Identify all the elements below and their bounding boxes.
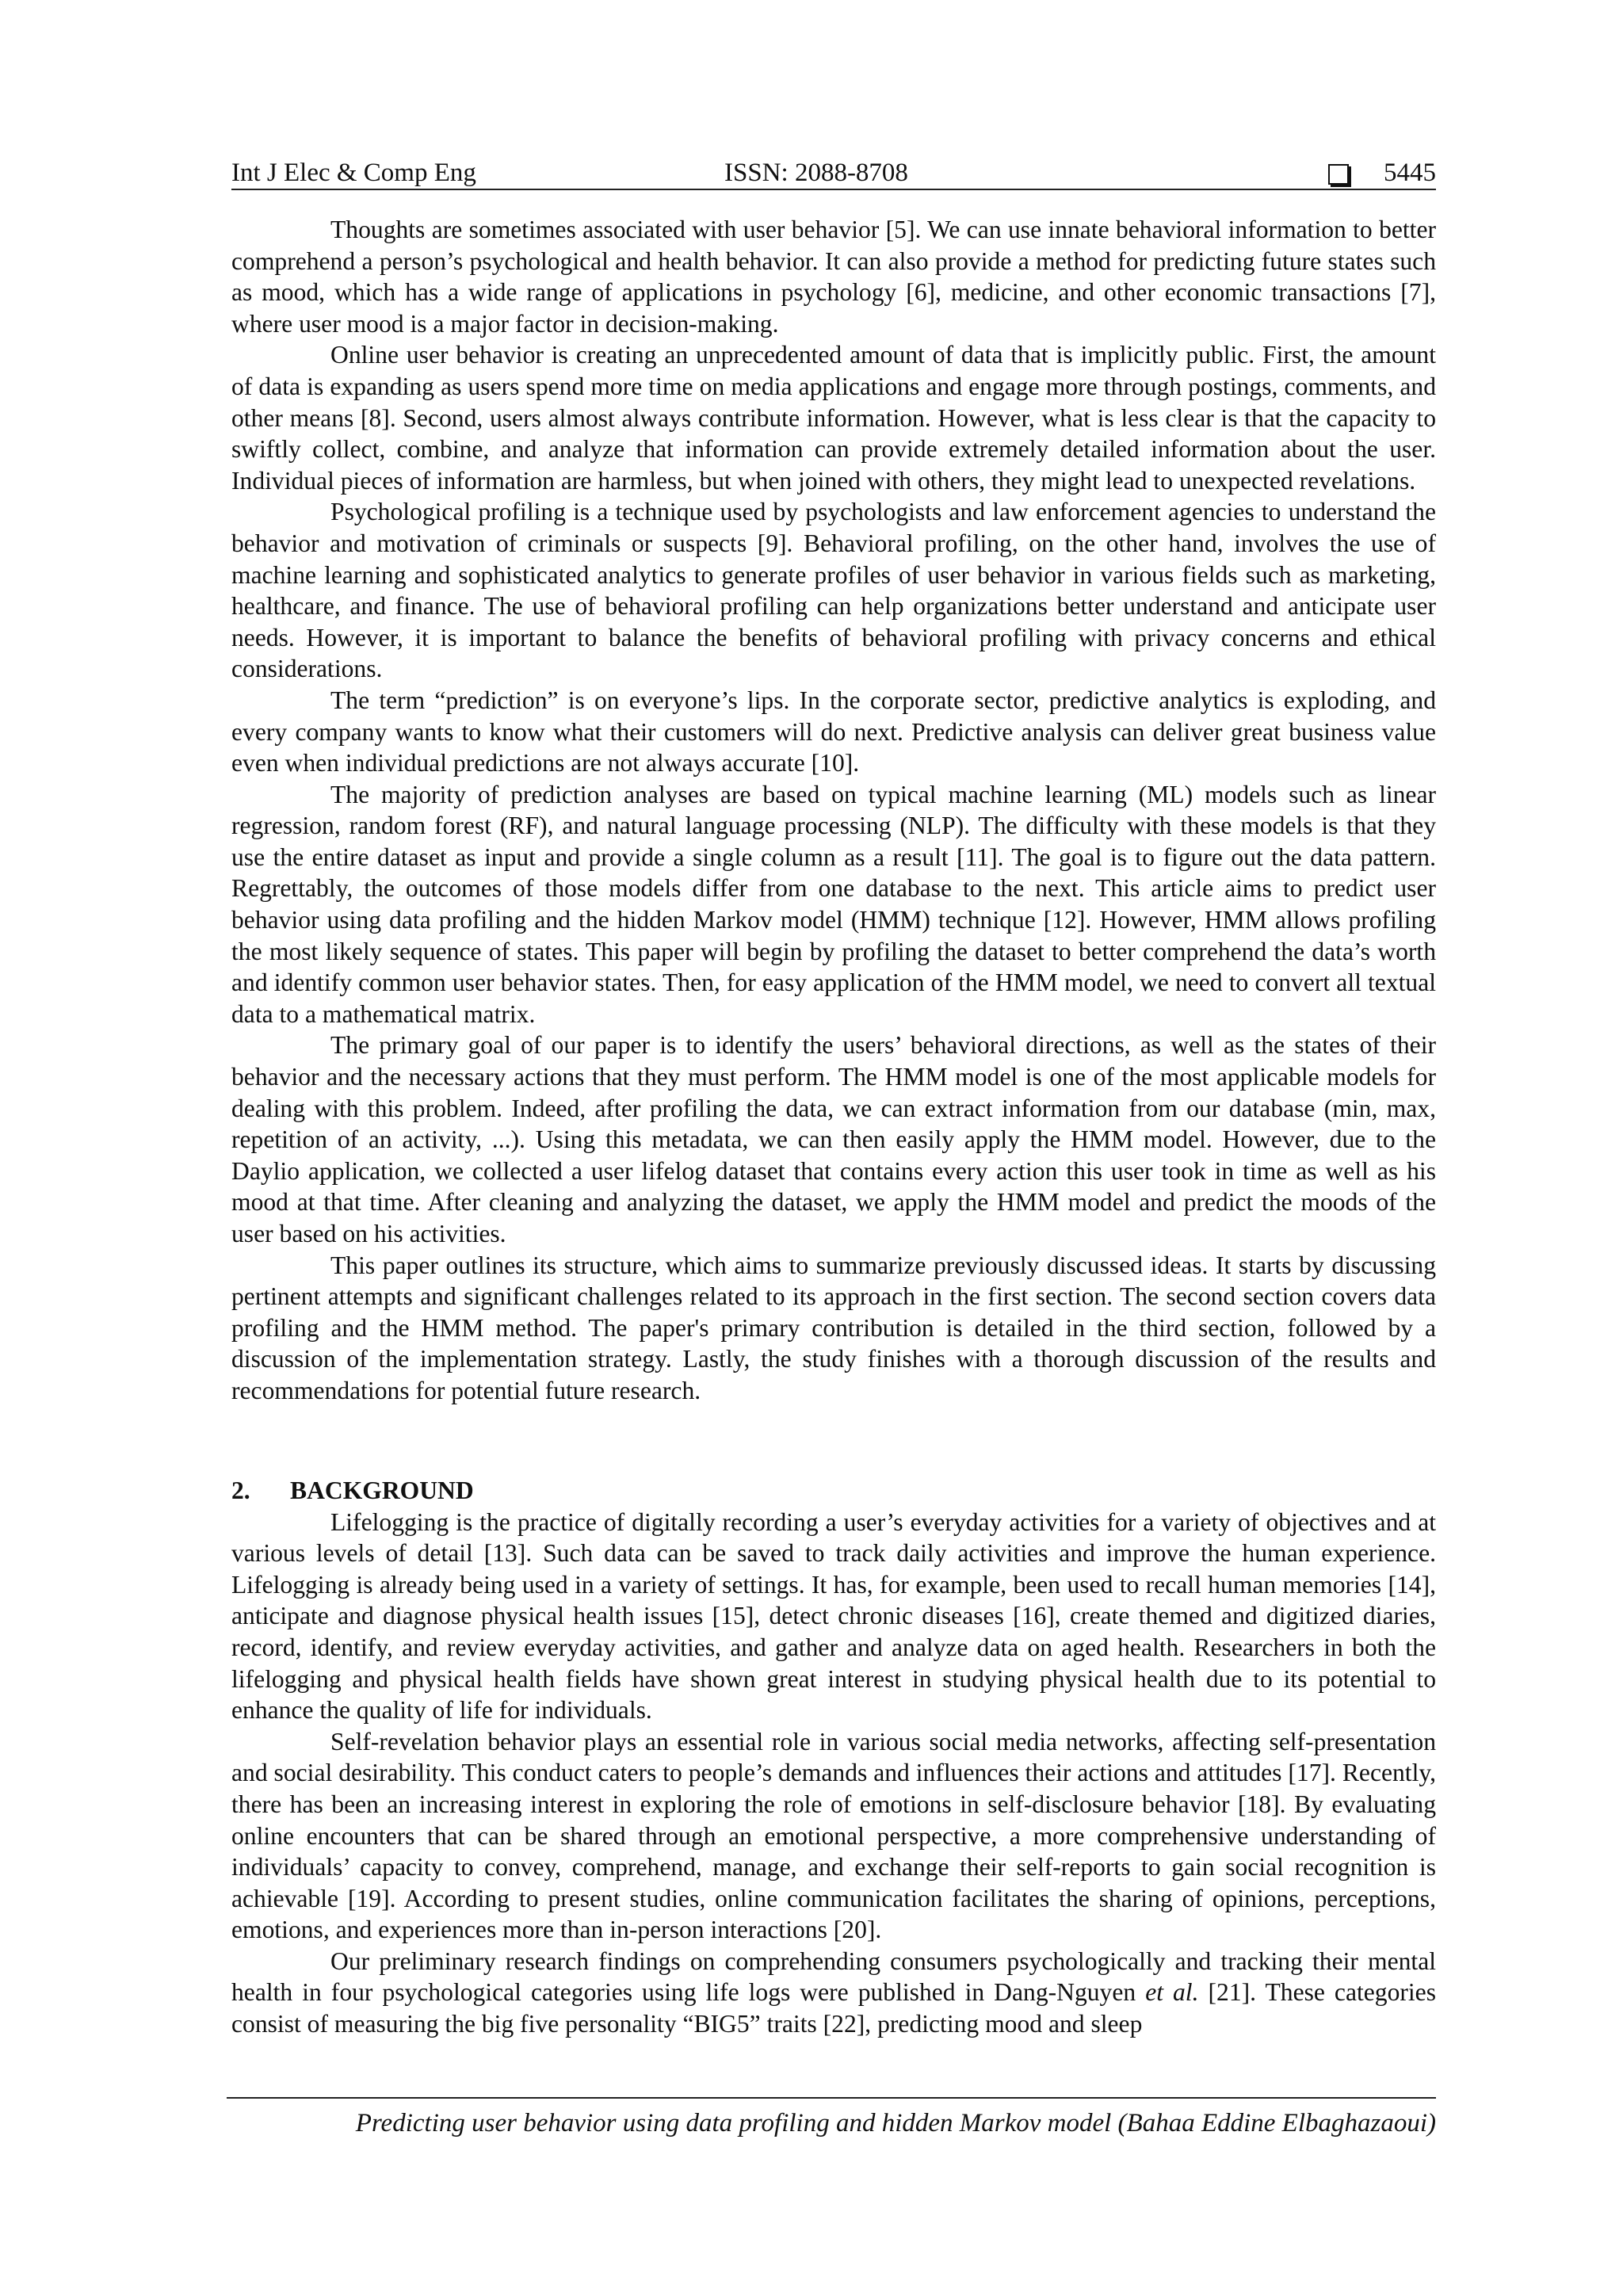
journal-name: Int J Elec & Comp Eng bbox=[231, 159, 476, 187]
text-run: [21]. These categories consist of measuring the big five personality “BIG5” traits [22], predicting mood and sleep bbox=[231, 1978, 1436, 2038]
paragraph: The majority of prediction analyses are based on typical machine learning (ML) models such as linear regression, random forest (RF), and natural language processing (NLP). The difficulty with these models is that they use the entire dataset as input and provide a single column as a result [11]. The goal is to figure out the data pattern. Regrettably, the outcomes of those models differ from one database to the next. This article aims to predict user behavior using data profiling and the hidden Markov model (HMM) technique [12]. However, HMM allows profiling the most likely sequence of states. This paper will begin by profiling the dataset to better comprehend the data’s worth and identify common user behavior states. Then, for easy application of the HMM model, we need to convert all textual data to a mathematical matrix. bbox=[231, 780, 1436, 1028]
paragraph bbox=[231, 1946, 1436, 2040]
square-box-icon bbox=[1328, 164, 1349, 185]
paragraph: Online user behavior is creating an unprecedented amount of data that is implicitly public. First, the amount of data is expanding as users spend more time on media applications and engage more through postings, comments, and other means [8]. Second, users almost always contribute information. However, what is less clear is that the capacity to swiftly collect, combine, and analyze that information can provide extremely detailed information about the user. Individual pieces of information are harmless, but when joined with others, they might lead to unexpected revelations. bbox=[231, 341, 1436, 495]
footer-title: Predicting user behavior using data profiling and hidden Markov model (Bahaa Eddine Elbaghazaoui) bbox=[355, 2109, 1436, 2137]
issn: ISSN: 2088-8708 bbox=[724, 159, 908, 187]
paragraph: Self-revelation behavior plays an essential role in various social media networks, affecting self-presentation and social desirability. This conduct caters to people’s demands and influences their actions and attitudes [17]. Recently, there has been an increasing interest in exploring the role of emotions in self-disclosure behavior [18]. By evaluating online encounters that can be shared through an emotional perspective, a more comprehensive understanding of individuals’ capacity to convey, comprehend, manage, and exchange their self-reports to gain social recognition is achievable [19]. According to present studies, online communication facilitates the sharing of opinions, perceptions, emotions, and experiences more than in-person interactions [20]. bbox=[231, 1727, 1436, 1944]
page-number-group bbox=[1328, 154, 1436, 192]
paragraph: This paper outlines its structure, which aims to summarize previously discussed ideas. It starts by discussing pertinent attempts and significant challenges related to its approach in the first section. The second section covers data profiling and the HMM method. The paper's primary contribution is detailed in the third section, followed by a discussion of the implementation strategy. Lastly, the study finishes with a thorough discussion of the results and recommendations for potential future research. bbox=[231, 1251, 1436, 1404]
page-content bbox=[231, 151, 1436, 2040]
italic-text: et al. bbox=[1145, 1978, 1199, 2007]
background-text bbox=[231, 1507, 1436, 2040]
section-number: 2. bbox=[231, 1476, 250, 1504]
running-footer bbox=[227, 2097, 1436, 2141]
page-number: 5445 bbox=[1384, 159, 1436, 187]
paragraph: The primary goal of our paper is to identify the users’ behavioral directions, as well as the states of their behavior and the necessary actions that they must perform. The HMM model is one of the most applicable models for dealing with this problem. Indeed, after profiling the data, we can extract information from our database (min, max, repetition of an activity, ...). Using this metadata, we can then easily apply the HMM model. However, due to the Daylio application, we collected a user lifelog dataset that contains every action this user took in time as well as his mood at that time. After cleaning and analyzing the dataset, we apply the HMM model and predict the moods of the user based on his activities. bbox=[231, 1031, 1436, 1247]
paragraph: The term “prediction” is on everyone’s lips. In the corporate sector, predictive analytics is exploding, and every company wants to know what their customers will do next. Predictive analysis can deliver great business value even when individual predictions are not always accurate [10]. bbox=[231, 686, 1436, 777]
section-title: BACKGROUND bbox=[290, 1476, 474, 1504]
paragraph: Thoughts are sometimes associated with user behavior [5]. We can use innate behavioral information to better comprehend a person’s psychological and health behavior. It can also provide a method for predicting future states such as mood, which has a wide range of applications in psychology [6], medicine, and other economic transactions [7], where user mood is a major factor in decision-making. bbox=[231, 216, 1436, 338]
section-heading bbox=[231, 1475, 1436, 1507]
paragraph: Lifelogging is the practice of digitally recording a user’s everyday activities for a variety of objectives and at various levels of detail [13]. Such data can be saved to track daily activities and improve the human experience. Lifelogging is already being used in a variety of settings. It has, for example, been used to recall human memories [14], anticipate and diagnose physical health issues [15], detect chronic diseases [16], create themed and digitized diaries, record, identify, and review everyday activities, and gather and analyze data on aged health. Researchers in both the lifelogging and physical health fields have shown great interest in studying physical health due to its potential to enhance the quality of life for individuals. bbox=[231, 1507, 1436, 1725]
paragraph: Psychological profiling is a technique used by psychologists and law enforcement agencies to understand the behavior and motivation of criminals or suspects [9]. Behavioral profiling, on the other hand, involves the use of machine learning and sophisticated analytics to generate profiles of user behavior in various fields such as marketing, healthcare, and finance. The use of behavioral profiling can help organizations better understand and anticipate user needs. However, it is important to balance the benefits of behavioral profiling with privacy concerns and ethical considerations. bbox=[231, 498, 1436, 683]
text-run: Our preliminary research findings on comprehending consumers psychologically and tracking their mental health in four psychological categories using life logs were published in Dang-Nguyen bbox=[231, 1946, 1436, 2007]
introduction-text bbox=[231, 214, 1436, 1407]
running-header bbox=[231, 151, 1436, 190]
